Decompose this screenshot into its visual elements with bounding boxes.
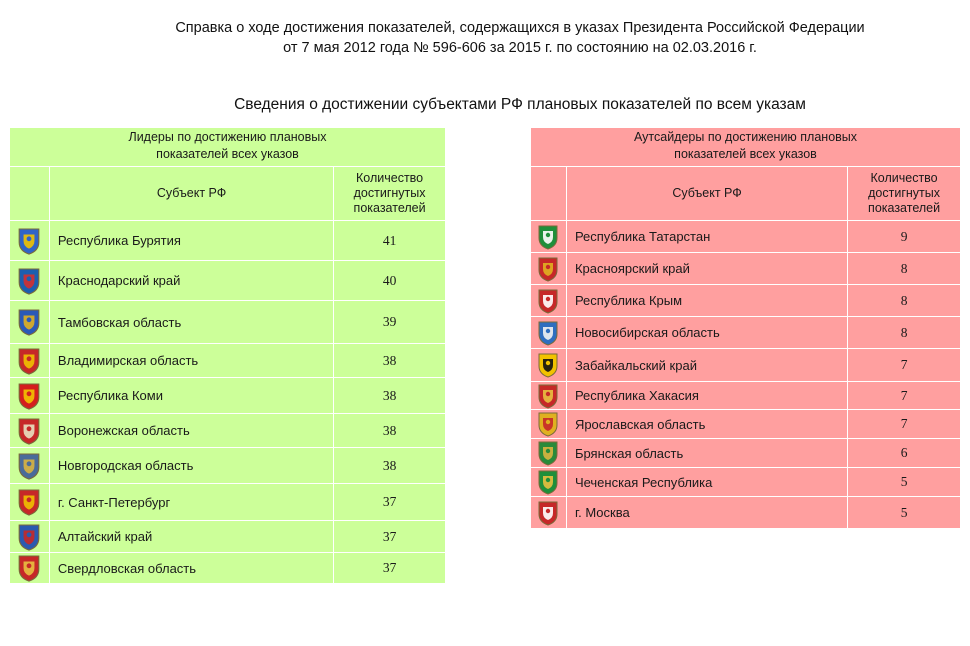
outsider-subject-name: Забайкальский край <box>566 349 847 382</box>
leader-subject-name: г. Санкт-Петербург <box>49 484 333 521</box>
count-header-line-1: Количество <box>870 171 938 185</box>
krasnoyarsk-emblem-icon <box>531 253 567 285</box>
outsider-subject-name: Республика Крым <box>566 285 847 317</box>
zabaykalsky-emblem-icon <box>531 349 567 382</box>
leader-subject-name: Владимирская область <box>49 344 333 378</box>
leader-row <box>10 261 446 301</box>
title-line-1: Справка о ходе достижения показателей, содержащихся в указах Президента Российской Федерации <box>175 20 865 36</box>
outsider-subject-name: г. Москва <box>566 497 847 529</box>
khakassia-emblem-icon <box>531 382 567 410</box>
leaders-rows <box>10 221 446 584</box>
leader-row <box>10 448 446 484</box>
leader-subject-name: Республика Коми <box>49 378 333 414</box>
leader-row <box>10 221 446 261</box>
document-title <box>0 18 970 58</box>
leader-indicator-count: 37 <box>334 521 446 553</box>
novgorod-emblem-icon <box>10 448 50 484</box>
outsiders-rows <box>531 221 961 529</box>
outsider-row <box>531 410 961 439</box>
leader-row <box>10 378 446 414</box>
outsider-row <box>531 468 961 497</box>
tambov-emblem-icon <box>10 301 50 344</box>
outsiders-title-line-2: показателей всех указов <box>674 147 817 161</box>
novosibirsk-emblem-icon <box>531 317 567 349</box>
voronezh-emblem-icon <box>10 414 50 448</box>
leaders-emblem-header <box>10 167 50 221</box>
outsiders-count-header <box>848 167 961 221</box>
leader-subject-name: Новгородская область <box>49 448 333 484</box>
crimea-emblem-icon <box>531 285 567 317</box>
outsider-row <box>531 439 961 468</box>
outsider-subject-name: Республика Татарстан <box>566 221 847 253</box>
outsider-subject-name: Красноярский край <box>566 253 847 285</box>
buryatia-emblem-icon <box>10 221 50 261</box>
leader-indicator-count: 40 <box>334 261 446 301</box>
leader-indicator-count: 38 <box>334 344 446 378</box>
outsider-indicator-count: 8 <box>848 253 961 285</box>
leader-indicator-count: 39 <box>334 301 446 344</box>
leader-subject-name: Краснодарский край <box>49 261 333 301</box>
chechnya-emblem-icon <box>531 468 567 497</box>
count-header-line-2: достигнутых <box>868 186 941 200</box>
outsider-indicator-count: 7 <box>848 382 961 410</box>
krasnodar-emblem-icon <box>10 261 50 301</box>
outsider-row <box>531 382 961 410</box>
tatarstan-emblem-icon <box>531 221 567 253</box>
leaders-title-line-2: показателей всех указов <box>156 147 299 161</box>
outsider-indicator-count: 8 <box>848 285 961 317</box>
bryansk-emblem-icon <box>531 439 567 468</box>
outsider-subject-name: Чеченская Республика <box>566 468 847 497</box>
count-header-line-3: показателей <box>868 201 941 215</box>
outsider-row <box>531 349 961 382</box>
leader-indicator-count: 38 <box>334 378 446 414</box>
outsider-subject-name: Ярославская область <box>566 410 847 439</box>
komi-emblem-icon <box>10 378 50 414</box>
outsiders-subject-header: Субъект РФ <box>566 167 847 221</box>
outsider-row <box>531 253 961 285</box>
leader-subject-name: Алтайский край <box>49 521 333 553</box>
moscow-emblem-icon <box>531 497 567 529</box>
leader-row <box>10 521 446 553</box>
sverdlovsk-emblem-icon <box>10 553 50 584</box>
leader-row <box>10 344 446 378</box>
leader-subject-name: Республика Бурятия <box>49 221 333 261</box>
count-header-line-2: достигнутых <box>353 186 426 200</box>
count-header-line-1: Количество <box>356 171 424 185</box>
vladimir-emblem-icon <box>10 344 50 378</box>
outsiders-emblem-header <box>531 167 567 221</box>
outsider-indicator-count: 8 <box>848 317 961 349</box>
outsider-indicator-count: 5 <box>848 468 961 497</box>
leader-subject-name: Воронежская область <box>49 414 333 448</box>
outsider-indicator-count: 5 <box>848 497 961 529</box>
count-header-line-3: показателей <box>353 201 426 215</box>
leaders-subject-header: Субъект РФ <box>49 167 333 221</box>
leader-row <box>10 301 446 344</box>
leader-indicator-count: 37 <box>334 484 446 521</box>
yaroslavl-emblem-icon <box>531 410 567 439</box>
outsider-row <box>531 497 961 529</box>
outsider-subject-name: Республика Хакасия <box>566 382 847 410</box>
leaders-table-title <box>10 128 446 167</box>
outsider-row <box>531 285 961 317</box>
outsiders-table-title <box>531 128 961 167</box>
leaders-table <box>9 127 446 584</box>
leaders-title-line-1: Лидеры по достижению плановых <box>128 130 327 144</box>
saint-petersburg-emblem-icon <box>10 484 50 521</box>
outsiders-table <box>530 127 961 529</box>
leaders-count-header <box>334 167 446 221</box>
outsider-indicator-count: 9 <box>848 221 961 253</box>
outsider-row <box>531 317 961 349</box>
leader-indicator-count: 38 <box>334 414 446 448</box>
leader-row <box>10 553 446 584</box>
outsiders-title-line-1: Аутсайдеры по достижению плановых <box>633 130 858 144</box>
leader-indicator-count: 37 <box>334 553 446 584</box>
outsider-subject-name: Новосибирская область <box>566 317 847 349</box>
leader-subject-name: Свердловская область <box>49 553 333 584</box>
section-title: Сведения о достижении субъектами РФ плановых показателей по всем указам <box>234 96 806 113</box>
leader-row <box>10 484 446 521</box>
outsider-subject-name: Брянская область <box>566 439 847 468</box>
leader-row <box>10 414 446 448</box>
leader-subject-name: Тамбовская область <box>49 301 333 344</box>
leader-indicator-count: 38 <box>334 448 446 484</box>
outsider-indicator-count: 6 <box>848 439 961 468</box>
altai-krai-emblem-icon <box>10 521 50 553</box>
outsider-indicator-count: 7 <box>848 410 961 439</box>
leader-indicator-count: 41 <box>334 221 446 261</box>
title-line-2: от 7 мая 2012 года № 596-606 за 2015 г. по состоянию на 02.03.2016 г. <box>283 40 757 56</box>
outsider-indicator-count: 7 <box>848 349 961 382</box>
outsider-row <box>531 221 961 253</box>
